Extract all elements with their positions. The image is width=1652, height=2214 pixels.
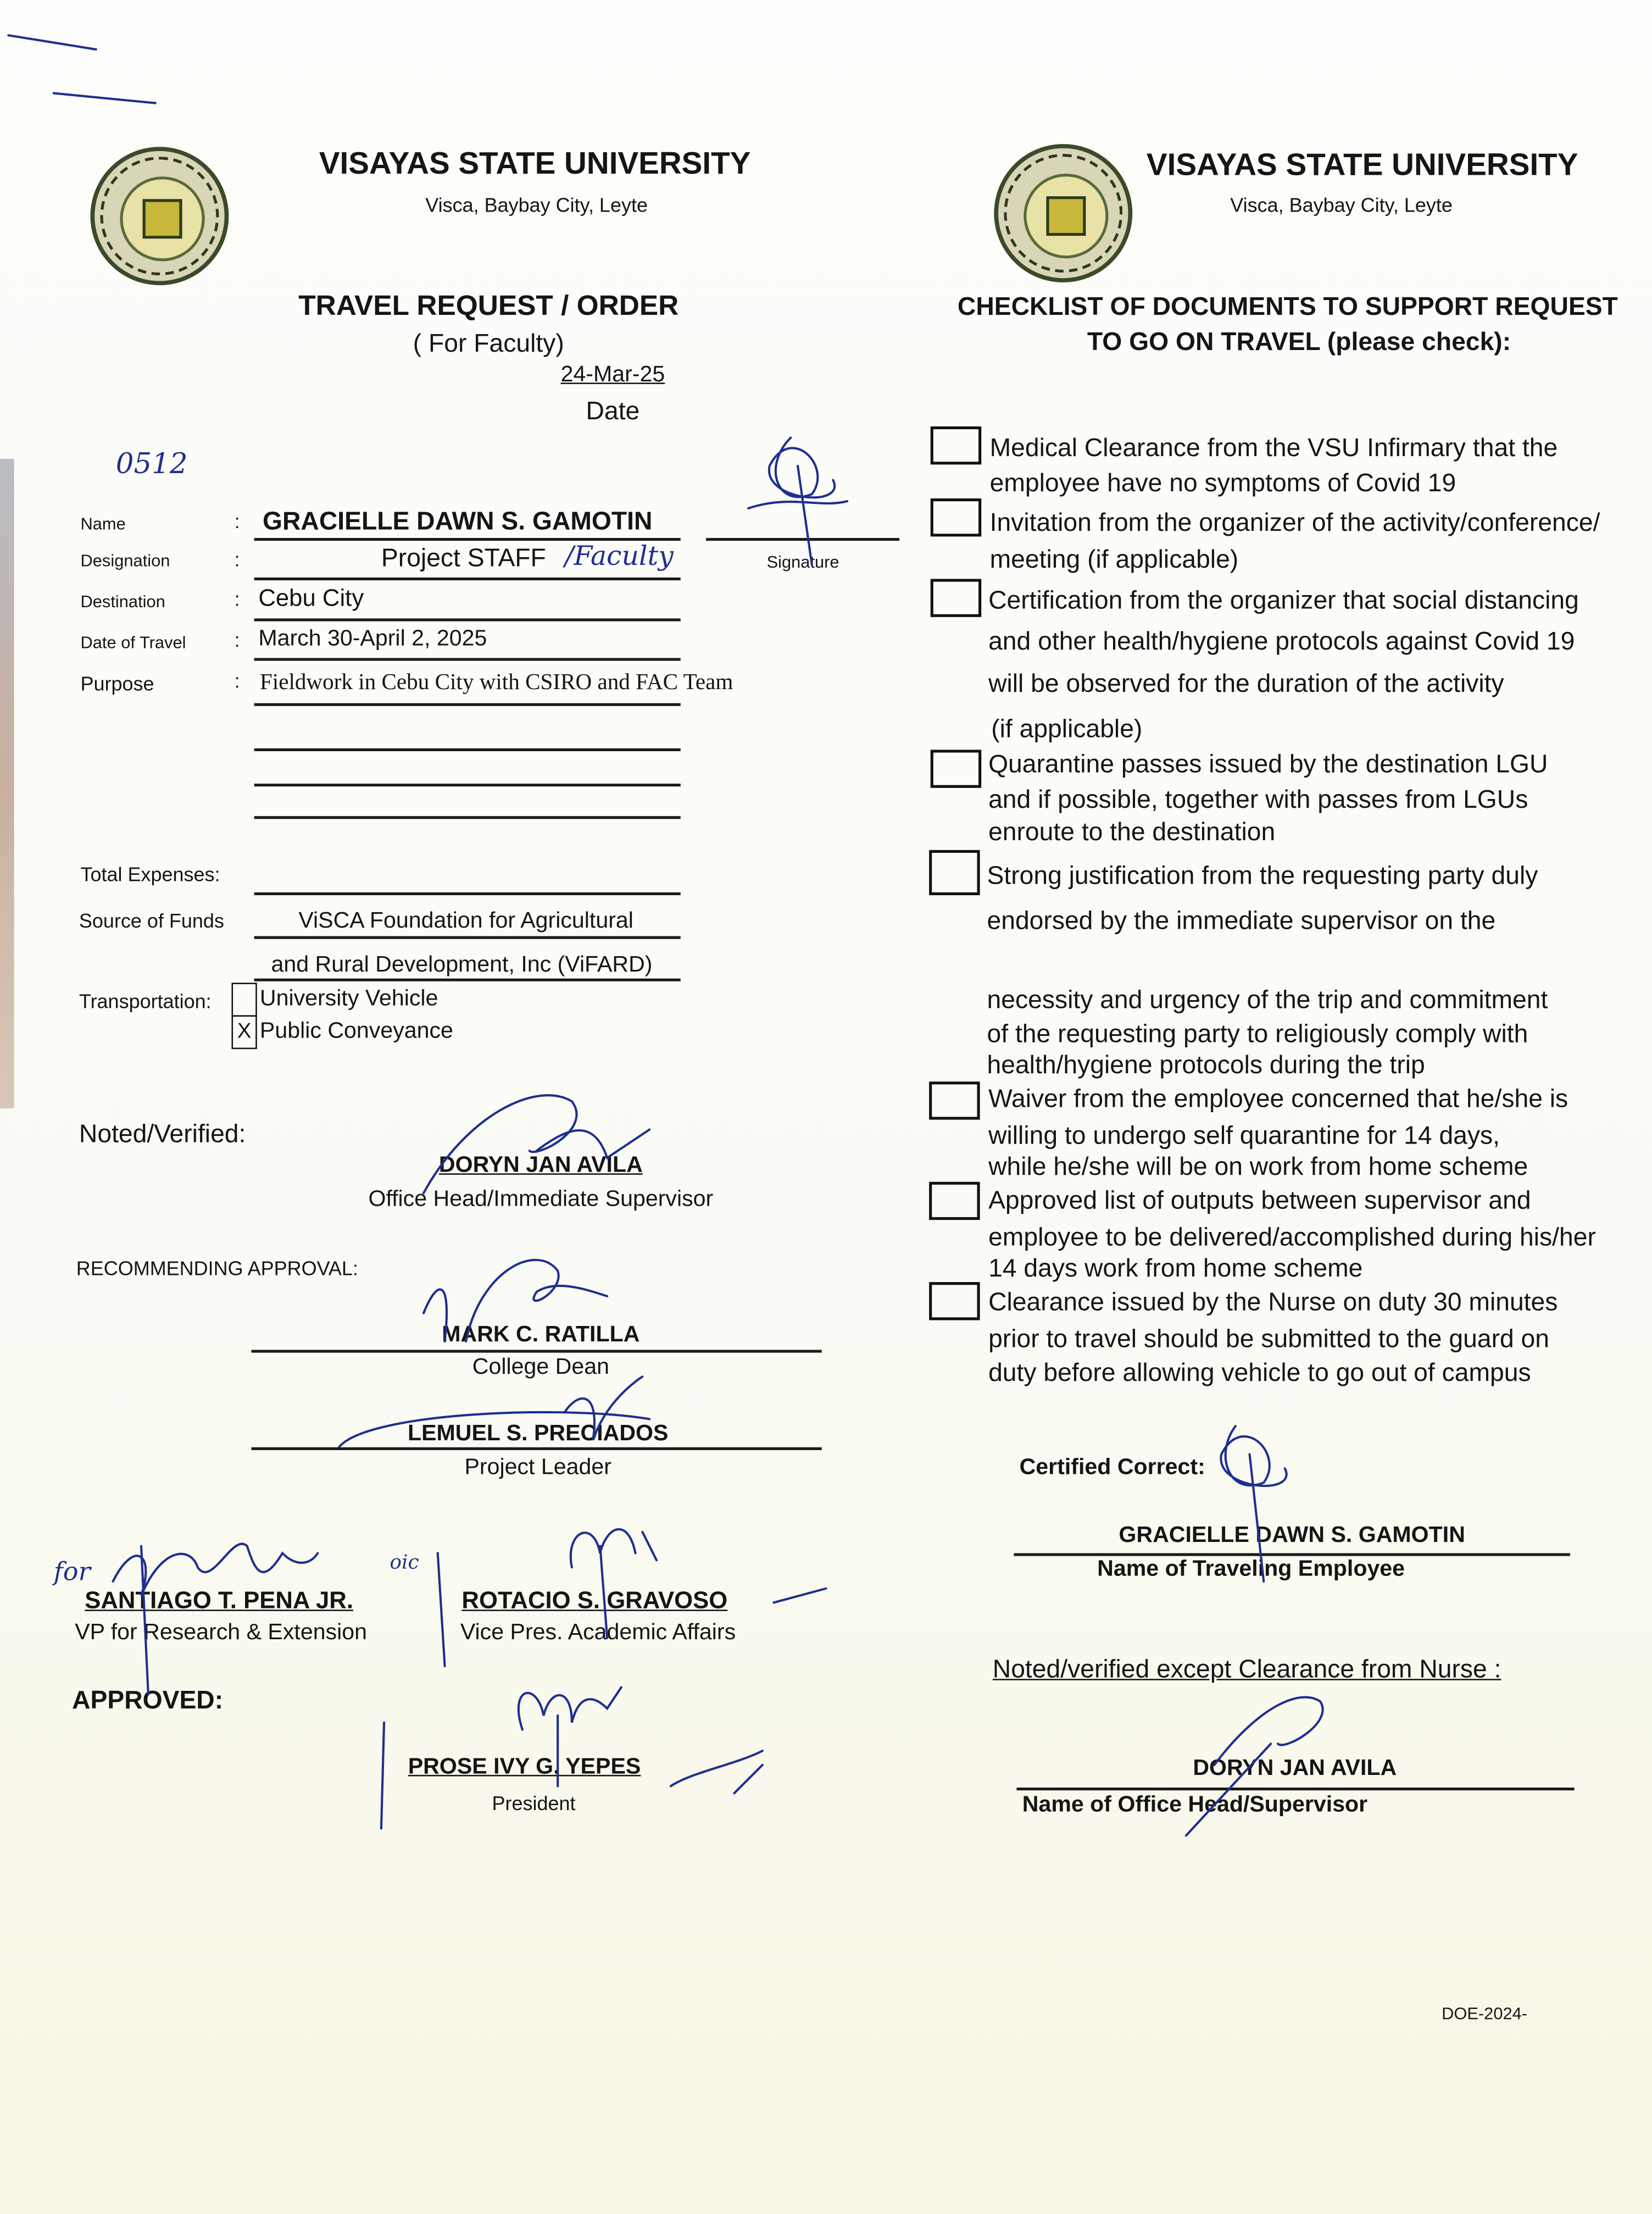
colon: : xyxy=(234,669,240,692)
handwritten-for: for xyxy=(53,1557,91,1588)
checklist-item-text: Medical Clearance from the VSU Infirmary that the xyxy=(989,433,1558,462)
checklist-item-text: employee have no symptoms of Covid 19 xyxy=(989,469,1456,497)
checklist-title-line1: CHECKLIST OF DOCUMENTS TO SUPPORT REQUEST xyxy=(957,292,1618,321)
dean-title: College Dean xyxy=(472,1355,609,1380)
handwritten-initials xyxy=(671,1589,826,1794)
public-conveyance-checkbox[interactable]: X xyxy=(231,1015,257,1049)
checklist-title-line2: TO GO ON TRAVEL (please check): xyxy=(1087,328,1511,356)
designation-label: Designation xyxy=(80,551,170,571)
checklist-item-text: necessity and urgency of the trip and commitment xyxy=(987,985,1548,1014)
checklist-checkbox[interactable] xyxy=(929,850,980,895)
checklist-item-text: health/hygiene protocols during the trip xyxy=(987,1050,1425,1079)
checklist-item-text: prior to travel should be submitted to the guard on xyxy=(988,1324,1550,1353)
checklist-checkbox[interactable] xyxy=(929,1282,980,1320)
university-seal-logo xyxy=(90,147,229,285)
signature-label: Signature xyxy=(766,552,839,572)
checklist-item-text: Clearance issued by the Nurse on duty 30 minutes xyxy=(988,1288,1558,1316)
designation-value: Project STAFF xyxy=(381,543,546,572)
checklist-item-text: duty before allowing vehicle to go out of campus xyxy=(988,1358,1531,1387)
checklist-checkbox[interactable] xyxy=(929,1182,980,1220)
handwritten-oic: oic xyxy=(390,1551,419,1574)
signature-vp-research xyxy=(113,1544,318,1694)
approved-label: APPROVED: xyxy=(72,1685,224,1714)
checklist-item-text: Waiver from the employee concerned that he/she is xyxy=(988,1084,1568,1113)
checklist-item-text: employee to be delivered/accomplished during his/her xyxy=(988,1223,1596,1251)
president-title: President xyxy=(492,1791,576,1815)
checklist-item-text: and other health/hygiene protocols against Covid 19 xyxy=(988,626,1575,656)
checklist-item-text: Certification from the organizer that social distancing xyxy=(988,586,1579,614)
checklist-item-text: meeting (if applicable) xyxy=(989,545,1239,574)
certified-correct-label: Certified Correct: xyxy=(1019,1456,1205,1480)
checklist-item-text: Quarantine passes issued by the destination LGU xyxy=(988,750,1548,778)
source-of-funds-line1: ViSCA Foundation for Agricultural xyxy=(298,909,633,934)
form-title: TRAVEL REQUEST / ORDER xyxy=(298,291,679,322)
checklist-item-text: while he/she will be on work from home scheme xyxy=(988,1152,1528,1181)
checklist-item-text: will be observed for the duration of the activity xyxy=(988,669,1504,698)
checklist-item-text: and if possible, together with passes from LGUs xyxy=(988,785,1528,814)
checklist-item-text: of the requesting party to religiously comply with xyxy=(987,1019,1528,1048)
purpose-value: Fieldwork in Cebu City with CSIRO and FAC Team xyxy=(259,670,733,695)
checklist-item-text: enroute to the destination xyxy=(988,817,1276,846)
checklist-item-text: endorsed by the immediate supervisor on the xyxy=(987,906,1496,935)
checklist-checkbox[interactable] xyxy=(931,750,982,787)
colon: : xyxy=(234,628,240,651)
colon: : xyxy=(234,547,240,571)
supervisor-name: DORYN JAN AVILA xyxy=(1193,1756,1397,1781)
destination-value: Cebu City xyxy=(258,584,364,612)
designation-handwritten: /Faculty xyxy=(565,541,674,572)
date-label: Date xyxy=(586,397,640,425)
handwritten-number: 0512 xyxy=(115,446,188,480)
date-value: 24-Mar-25 xyxy=(560,363,665,387)
leader-name: LEMUEL S. PRECIADOS xyxy=(407,1422,669,1446)
purpose-label: Purpose xyxy=(80,672,154,695)
pen-mark xyxy=(8,35,155,103)
name-label: Name xyxy=(80,514,126,534)
signature-noted xyxy=(424,1095,649,1193)
checklist-item-text: Approved list of outputs between supervisor and xyxy=(988,1186,1531,1214)
date-of-travel-label: Date of Travel xyxy=(80,632,186,653)
noted-verified-label: Noted/Verified: xyxy=(79,1119,246,1148)
colon: : xyxy=(234,509,240,532)
total-expenses-label: Total Expenses: xyxy=(80,862,220,886)
checklist-item-text: Strong justification from the requesting party duly xyxy=(987,861,1538,890)
university-seal-logo xyxy=(994,144,1132,282)
university-address: Visca, Baybay City, Leyte xyxy=(425,193,648,217)
noted-except-label: Noted/verified except Clearance from Nurse : xyxy=(992,1655,1501,1683)
vp-research-title: VP for Research & Extension xyxy=(75,1621,368,1645)
signature-traveler-top xyxy=(748,438,847,565)
colon: : xyxy=(234,587,240,611)
university-name: VISAYAS STATE UNIVERSITY xyxy=(1146,147,1578,182)
checklist-item-text: 14 days work from home scheme xyxy=(988,1253,1363,1283)
vp-academic-name: ROTACIO S. GRAVOSO xyxy=(461,1587,728,1614)
form-subtitle: ( For Faculty) xyxy=(413,329,564,358)
checklist-checkbox[interactable] xyxy=(931,498,982,536)
traveler-caption: Name of Traveling Employee xyxy=(1097,1557,1405,1582)
checklist-checkbox[interactable] xyxy=(931,426,982,464)
date-of-travel-value: March 30-April 2, 2025 xyxy=(258,626,487,651)
name-value: GRACIELLE DAWN S. GAMOTIN xyxy=(263,507,653,535)
university-address: Visca, Baybay City, Leyte xyxy=(1230,193,1453,217)
university-name: VISAYAS STATE UNIVERSITY xyxy=(319,145,751,181)
dean-name: MARK C. RATILLA xyxy=(442,1323,640,1347)
checklist-item-text: willing to undergo self quarantine for 14 days, xyxy=(988,1121,1500,1150)
noted-title: Office Head/Immediate Supervisor xyxy=(368,1187,714,1212)
checklist-checkbox[interactable] xyxy=(931,579,982,617)
university-vehicle-checkbox[interactable] xyxy=(231,983,257,1017)
supervisor-caption: Name of Office Head/Supervisor xyxy=(1022,1793,1368,1817)
president-name: PROSE IVY G. YEPES xyxy=(408,1755,641,1779)
vp-research-name: SANTIAGO T. PENA JR. xyxy=(85,1587,353,1614)
vp-academic-title: Vice Pres. Academic Affairs xyxy=(460,1621,736,1645)
public-conveyance-label: Public Conveyance xyxy=(259,1019,453,1044)
source-of-funds-line2: and Rural Development, Inc (ViFARD) xyxy=(271,953,653,978)
destination-label: Destination xyxy=(80,591,165,612)
checklist-item-text: Invitation from the organizer of the activity/conference/ xyxy=(989,508,1600,537)
university-vehicle-label: University Vehicle xyxy=(259,987,438,1011)
leader-title: Project Leader xyxy=(464,1456,611,1480)
transportation-label: Transportation: xyxy=(79,990,212,1013)
noted-name: DORYN JAN AVILA xyxy=(438,1153,643,1178)
traveler-name: GRACIELLE DAWN S. GAMOTIN xyxy=(1119,1523,1465,1548)
source-of-funds-label: Source of Funds xyxy=(79,909,224,932)
document-code: DOE-2024- xyxy=(1442,2004,1528,2024)
checklist-item-text: (if applicable) xyxy=(991,714,1143,743)
scan-edge xyxy=(0,459,14,1108)
checklist-checkbox[interactable] xyxy=(929,1081,980,1119)
recommending-approval-label: RECOMMENDING APPROVAL: xyxy=(76,1256,358,1279)
